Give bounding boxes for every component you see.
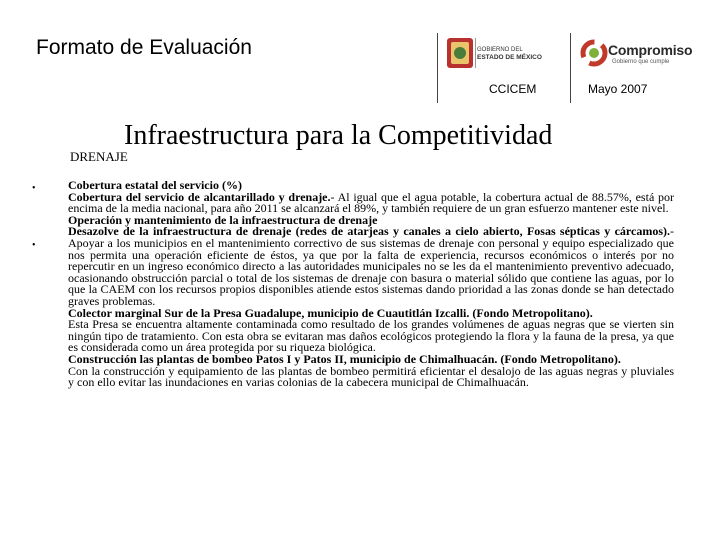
bullet-marker: • (32, 183, 36, 194)
date-label: Mayo 2007 (588, 82, 648, 96)
item-body: Esta Presa se encuentra altamente contaminada como resultado de los grandes volúmenes de aguas negras que se vierten sin ningún tipo de tratamiento. Con esta obra se evitaran mas daños ecológicos protegiendo la flora y la fauna de la presa, ya que es considerada como un área protegida por su riqueza biológica. (68, 317, 674, 355)
org-line-1: GOBIERNO DEL (477, 47, 523, 53)
page-header-title: Formato de Evaluación (36, 36, 252, 59)
unit-label: CCICEM (489, 82, 537, 96)
content-body (68, 180, 674, 389)
item-lead: Cobertura del servicio de alcantarillado y drenaje. (68, 189, 331, 204)
main-title: Infraestructura para la Competitividad (124, 120, 553, 151)
bullet-marker: • (32, 240, 36, 251)
item-heading: Cobertura estatal del servicio (%) (68, 178, 242, 192)
header-divider-left (437, 33, 438, 103)
item-paragraph (68, 226, 674, 307)
item-paragraph (68, 189, 674, 216)
item-body: -Apoyar a los municipios en el mantenimiento correctivo de sus sistemas de drenaje con personal y equipo especializado que nos permita una operación eficiente de éstos, ya que por la falta de experiencia, recursos económicos o interés por no repercutir en un ingreso económico directo a las autoridades municipales no se les da el mantenimiento preventivo adecuado, ocasionando obstrucción parcial o total de los sistemas de drenaje con basura o material sólido que contiene las aguas, por lo que la CAEM con los recursos propios disponibles atiende estos sistemas dando prioridad a las zonas donde se han detectado graves problemas. (68, 224, 674, 308)
estado-de-mexico-org-name (477, 47, 542, 61)
item-body: - Al igual que el agua potable, la cobertura actual de 88.57%, está por encima de la media nacional, para año 2011 se alcanzará el 89%, y también requiere de un gran esfuerzo mantener este nivel. (68, 189, 674, 216)
item-paragraph (68, 363, 674, 390)
header-divider-right (570, 33, 571, 103)
item-body: Con la construcción y equipamiento de las plantas de bombeo permitirá eficientar el desalojo de las aguas negras y pluviales y con ello evitar las inundaciones en varias colonias de la cabecera municipal de Chimalhuacán. (68, 363, 674, 390)
item-heading: Colector marginal Sur de la Presa Guadalupe, municipio de Cuautitlán Izcalli. (Fondo Metropolitano). (68, 305, 593, 320)
section-label: DRENAJE (70, 149, 128, 164)
item-lead: Desazolve de la infraestructura de drenaje (redes de atarjeas y canales a cielo abierto, Fosas sépticas y cárcamos). (68, 224, 670, 239)
org-line-2: ESTADO DE MÉXICO (477, 54, 542, 61)
item-paragraph (68, 319, 674, 354)
item-heading: Construcción las plantas de bombeo Patos I y Patos II, municipio de Chimalhuacán. (Fondo Metropolitano). (68, 351, 621, 366)
item-heading: Operación y mantenimiento de la infraestructura de drenaje (68, 212, 378, 227)
compromiso-brand-name: Compromiso (608, 42, 693, 58)
compromiso-tagline: Gobierno que cumple (612, 59, 670, 65)
